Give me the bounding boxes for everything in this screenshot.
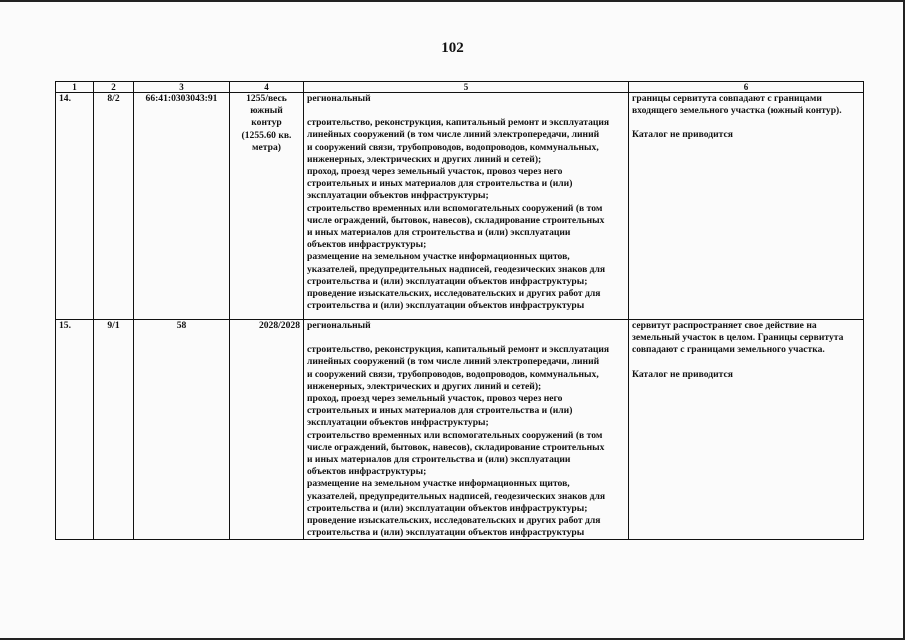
- scan-border-top: [0, 0, 905, 2]
- purpose-line: указателей, предупредительных надписей, геодезических знаков для: [307, 263, 606, 275]
- area-cell: [230, 320, 304, 540]
- area-line: метра): [252, 141, 281, 153]
- notes-cell: [629, 320, 864, 540]
- catalog-note: Каталог не приводится: [632, 129, 733, 141]
- purpose-line: строительства и (или) эксплуатации объектов инфраструктуры;: [307, 502, 588, 514]
- area-line: южный: [250, 105, 283, 117]
- purpose-line: линейных сооружений (в том числе линий электропередачи, линий: [307, 356, 600, 368]
- area-line: 2028/2028: [258, 320, 300, 331]
- purpose-line: размещение на земельном участке информационных щитов,: [307, 478, 570, 490]
- page-number: 102: [441, 40, 464, 56]
- purpose-line: инженерных, электрических и других линий и сетей);: [307, 380, 542, 392]
- row-code: 8/2: [94, 93, 134, 320]
- area-cell: [230, 93, 304, 320]
- purpose-line: и иных материалов для строительства и (или) эксплуатации: [307, 454, 571, 466]
- column-header-4: 4: [230, 82, 304, 93]
- purpose-cell: [304, 93, 629, 320]
- purpose-line: проведение изыскательских, исследовательских и других работ для: [307, 515, 601, 527]
- column-header-2: 2: [94, 82, 134, 93]
- purpose-line: строительных и иных материалов для строительства и (или): [307, 405, 573, 417]
- note-line: совпадают с границами земельного участка.: [632, 344, 825, 356]
- purpose-line: строительства и (или) эксплуатации объектов инфраструктуры: [307, 300, 585, 312]
- purpose-line: проход, проезд через земельный участок, провоз через него: [307, 166, 563, 178]
- row-number: 14.: [56, 93, 94, 320]
- purpose-line: инженерных, электрических и других линий и сетей);: [307, 153, 542, 165]
- column-header-3: 3: [134, 82, 230, 93]
- purpose-line: строительство временных или вспомогательных сооружений (в том: [307, 202, 603, 214]
- purpose-line: и сооружений связи, трубопроводов, водопроводов, коммунальных,: [307, 368, 599, 380]
- table-row: [56, 320, 864, 540]
- area-line: контур: [251, 117, 282, 129]
- servitude-type: региональный: [307, 320, 371, 331]
- purpose-line: строительство временных или вспомогательных сооружений (в том: [307, 429, 603, 441]
- table-header-row: [56, 82, 864, 93]
- purpose-line: эксплуатации объектов инфраструктуры;: [307, 190, 489, 202]
- purpose-line: строительства и (или) эксплуатации объектов инфраструктуры;: [307, 275, 588, 287]
- table-row: [56, 93, 864, 320]
- purpose-line: объектов инфраструктуры;: [307, 239, 427, 251]
- purpose-line: строительство, реконструкция, капитальный ремонт и эксплуатация: [307, 117, 610, 129]
- row-number: 15.: [56, 320, 94, 540]
- catalog-note: Каталог не приводится: [632, 368, 733, 380]
- area-line: (1255.60 кв.: [241, 129, 292, 141]
- purpose-line: строительство, реконструкция, капитальный ремонт и эксплуатация: [307, 344, 610, 356]
- purpose-line: проход, проезд через земельный участок, провоз через него: [307, 393, 563, 405]
- column-header-5: 5: [304, 82, 629, 93]
- row-code: 9/1: [94, 320, 134, 540]
- purpose-line: строительства и (или) эксплуатации объектов инфраструктуры: [307, 527, 585, 539]
- purpose-line: линейных сооружений (в том числе линий электропередачи, линий: [307, 129, 600, 141]
- servitude-table: [55, 81, 864, 540]
- note-line: земельный участок в целом. Границы сервитута: [632, 332, 844, 344]
- purpose-line: и иных материалов для строительства и (или) эксплуатации: [307, 227, 571, 239]
- purpose-line: числе ограждений, бытовок, навесов), складирование строительных: [307, 214, 605, 226]
- note-line: сервитут распространяет свое действие на: [632, 320, 817, 331]
- purpose-line: проведение изыскательских, исследовательских и других работ для: [307, 288, 601, 300]
- purpose-line: и сооружений связи, трубопроводов, водопроводов, коммунальных,: [307, 141, 599, 153]
- notes-cell: [629, 93, 864, 320]
- servitude-type: региональный: [307, 93, 371, 104]
- purpose-line: строительных и иных материалов для строительства и (или): [307, 178, 573, 190]
- purpose-line: указателей, предупредительных надписей, геодезических знаков для: [307, 490, 606, 502]
- note-line: входящего земельного участка (южный контур).: [632, 105, 842, 117]
- column-header-1: 1: [56, 82, 94, 93]
- purpose-line: эксплуатации объектов инфраструктуры;: [307, 417, 489, 429]
- purpose-line: размещение на земельном участке информационных щитов,: [307, 251, 570, 263]
- purpose-line: числе ограждений, бытовок, навесов), складирование строительных: [307, 441, 605, 453]
- column-header-6: 6: [629, 82, 864, 93]
- purpose-line: объектов инфраструктуры;: [307, 466, 427, 478]
- cadastral-number: 58: [134, 320, 230, 540]
- area-line: 1255/весь: [246, 93, 287, 104]
- cadastral-number: 66:41:0303043:91: [134, 93, 230, 320]
- note-line: границы сервитута совпадают с границами: [632, 93, 822, 104]
- purpose-cell: [304, 320, 629, 540]
